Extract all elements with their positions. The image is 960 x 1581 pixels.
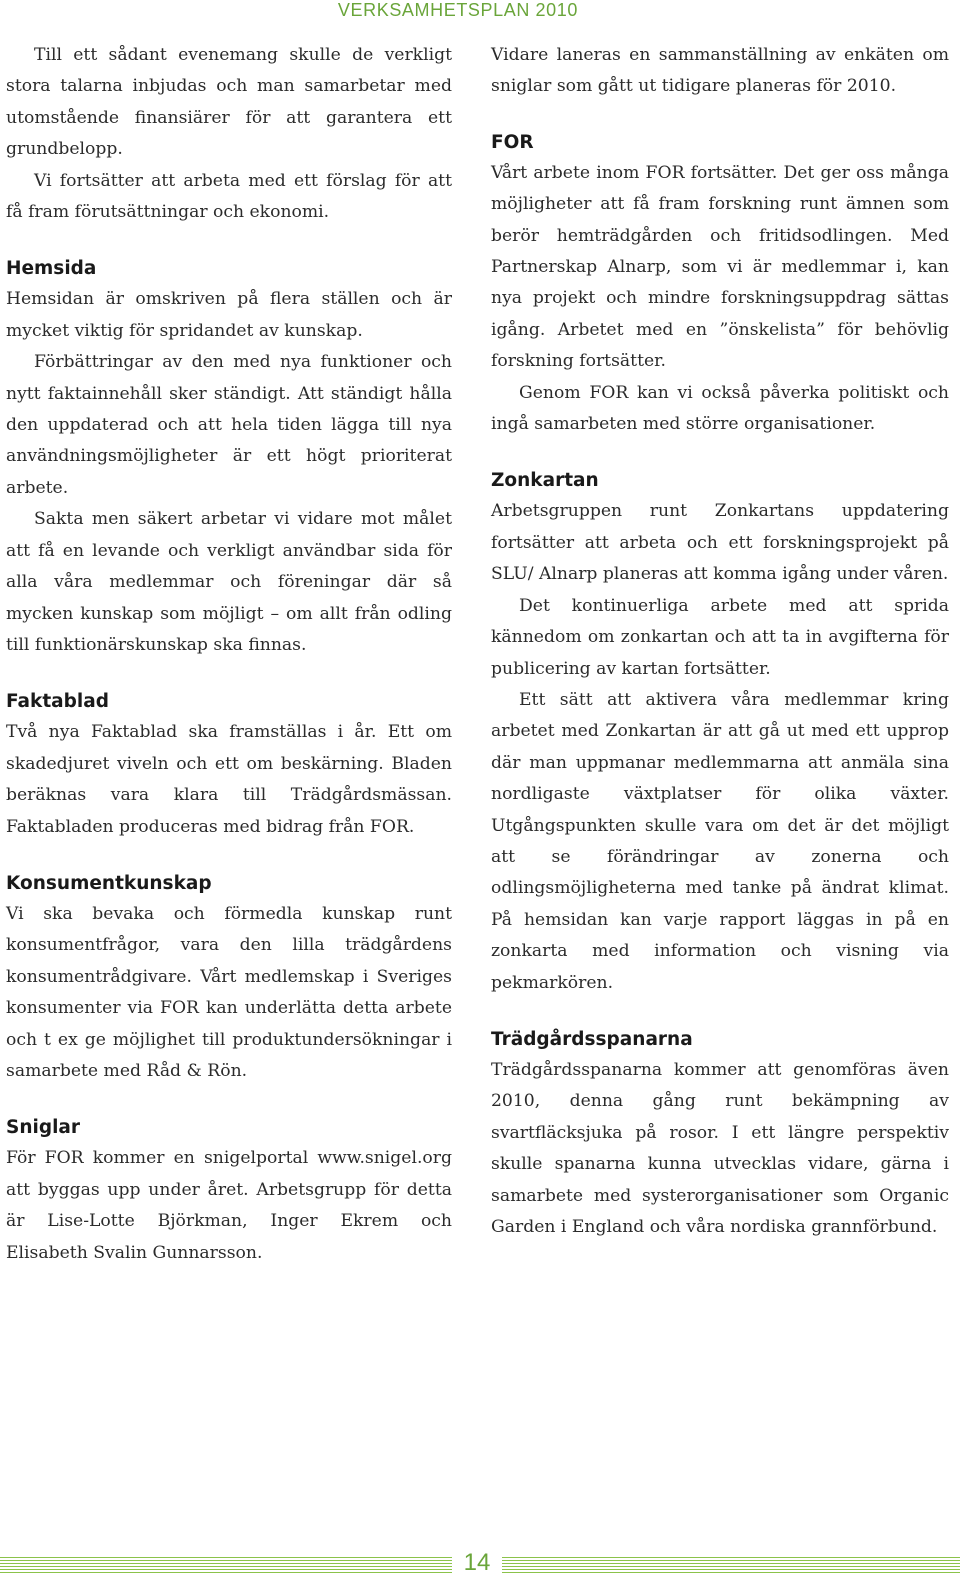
- body-paragraph: Förbättringar av den med nya funktioner och nytt faktainnehåll sker ständigt. Att ständigt hålla den uppdaterad och att hela tiden lägga till nya användningsmöjligheter är ett högt prioriterat arbete.: [6, 352, 452, 498]
- section-heading-zonkartan: Zonkartan: [491, 470, 599, 492]
- body-paragraph: Sakta men säkert arbetar vi vidare mot målet att få en levande och verkligt användbar sida för alla våra medlemmar och föreningar där så mycken kunskap som möjligt – om allt från odling till funktionärskunskap ska finnas.: [6, 509, 452, 655]
- running-header: VERKSAMHETSPLAN 2010: [337, 0, 578, 20]
- body-paragraph: Hemsidan är omskriven på flera ställen och är mycket viktig för spridandet av kunskap.: [6, 289, 452, 341]
- body-paragraph: Det kontinuerliga arbete med att sprida kännedom om zonkartan och att ta in avgifterna för publicering av kartan fortsätter.: [491, 595, 949, 679]
- section-heading-hemsida: Hemsida: [6, 258, 97, 280]
- body-paragraph: Två nya Faktablad ska framställas i år. Ett om skadedjuret viveln och ett om beskärning. Bladen beräknas vara klara till Trädgårdsmässan. Faktabladen produceras med bidrag från FOR.: [6, 722, 452, 837]
- section-heading-tradgardsspanarna: Trädgårdsspanarna: [491, 1028, 693, 1050]
- section-heading-konsumentkunskap: Konsumentkunskap: [6, 872, 212, 894]
- intro-paragraph: Vi fortsätter att arbeta med ett förslag för att få fram förutsättningar och ekonomi.: [6, 170, 452, 223]
- section-heading-faktablad: Faktablad: [6, 691, 109, 713]
- body-paragraph: För FOR kommer en snigelportal www.snigel.org att byggas upp under året. Arbetsgrupp för detta är Lise-Lotte Björkman, Inger Ekrem och Elisabeth Svalin Gunnarsson.: [6, 1148, 452, 1263]
- page-number: 14: [452, 1545, 502, 1581]
- body-paragraph: Arbetsgruppen runt Zonkartans uppdatering fortsätter att arbeta och ett forskningsprojekt på SLU/ Alnarp planeras att komma igång under våren.: [491, 501, 949, 585]
- section-heading-for: FOR: [491, 131, 534, 153]
- body-paragraph: Genom FOR kan vi också påverka politiskt och ingå samarbeten med större organisationer.: [491, 382, 949, 435]
- left-column: [6, 40, 452, 1269]
- right-column: [491, 40, 949, 1243]
- section-heading-sniglar: Sniglar: [6, 1117, 81, 1139]
- body-paragraph: Trädgårdsspanarna kommer att genomföras även 2010, denna gång runt bekämpning av svartfläcksjuka på rosor. I ett längre perspektiv skulle spanarna kunna utvecklas vidare, gärna i samarbete med systerorganisationer som Organic Garden i England och våra nordiska grannförbund.: [491, 1059, 949, 1237]
- body-paragraph: Ett sätt att aktivera våra medlemmar kring arbetet med Zonkartan är att gå ut med ett upprop där man uppmanar medlemmarna att anmäla sina nordligaste växtplatser för olika växter. Utgångspunkten skulle vara om det är det möjligt att se förändringar av zonerna och odlingsmöjligheterna med tanke på ändrat klimat. På hemsidan kan varje rapport läggas in på en zonkarta med information och visning via pekmarkören.: [491, 689, 949, 993]
- page-footer: [0, 1545, 960, 1581]
- body-paragraph: Vi ska bevaka och förmedla kunskap runt konsumentfrågor, vara den lilla trädgårdens konsumentrådgivare. Vårt medlemskap i Sveriges konsumenter via FOR kan underlätta detta arbete och t ex ge möjlighet till produktundersökningar i samarbete med Råd & Rön.: [6, 903, 452, 1081]
- body-paragraph: Vårt arbete inom FOR fortsätter. Det ger oss många möjligheter att få fram forskning runt ämnen som berör hemträdgården och fritidsodlingen. Med Partnerskap Alnarp, som vi är medlemmar i, kan nya projekt och mindre forskningsuppdrag sättas igång. Arbetet med en ”önskelista” för behövlig forskning fortsätter.: [491, 162, 949, 372]
- intro-paragraph: Vidare laneras en sammanställning av enkäten om sniglar som gått ut tidigare planeras för 2010.: [491, 45, 949, 97]
- intro-paragraph: Till ett sådant evenemang skulle de verkligt stora talarna inbjudas och man samarbetar med utomstående finansiärer för att garantera ett grundbelopp.: [6, 45, 452, 160]
